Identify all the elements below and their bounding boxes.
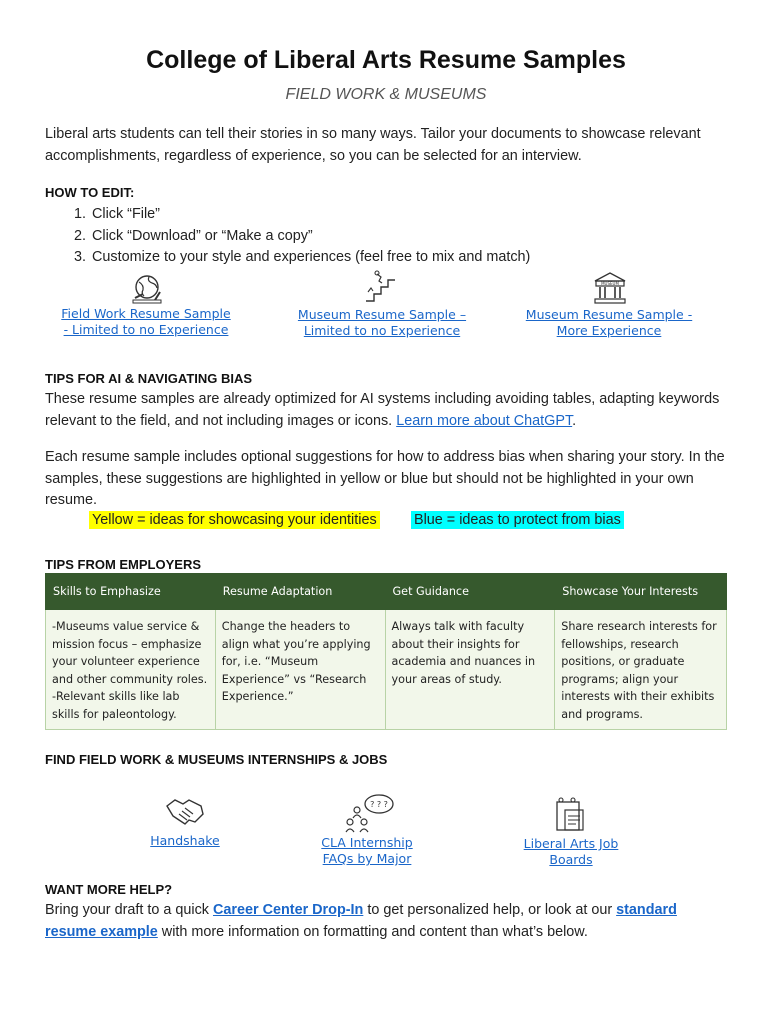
link-line: CLA Internship <box>321 835 413 850</box>
link-line: - Limited to no Experience <box>63 322 229 337</box>
yellow-legend <box>89 510 380 531</box>
table-cell <box>46 610 216 730</box>
standard-resume-link[interactable]: standard <box>616 902 677 918</box>
cla-internship-faqs-link[interactable] <box>307 835 427 867</box>
table-row <box>46 610 727 730</box>
ai-tips-text: These resume samples are already optimized for AI systems including avoiding tables, adapting keywords relevant to the field, and not including images or icons. <box>45 391 720 429</box>
more-help-paragraph <box>45 900 727 943</box>
link-line: Limited to no Experience <box>303 323 461 338</box>
bulletin-board-icon <box>553 796 589 834</box>
step-item: 1. Click “File” <box>90 204 530 226</box>
help-text: with more information on formatting and content than what’s below. <box>157 923 588 940</box>
table-header-row <box>46 574 727 610</box>
step-item: 2. Click “Download” or “Make a copy” <box>90 226 530 248</box>
standard-resume-link-cont[interactable]: resume example <box>45 923 158 940</box>
link-line: FAQs by Major <box>322 851 412 866</box>
employers-heading: TIPS FROM EMPLOYERS <box>45 557 202 572</box>
field-work-resume-link[interactable] <box>55 306 237 338</box>
museum-resume-more-link[interactable] <box>517 307 701 339</box>
column-header: Get Guidance <box>385 574 555 610</box>
employer-tips-table <box>45 573 727 730</box>
yellow-highlight: Yellow = ideas for showcasing your identities <box>89 511 380 529</box>
link-line: Field Work Resume Sample <box>61 306 231 321</box>
link-line: Liberal Arts Job <box>523 836 619 851</box>
drop-in-link[interactable]: Career Center Drop-In <box>212 902 364 918</box>
handshake-link[interactable] <box>135 833 235 849</box>
column-header: Resume Adaptation <box>215 574 385 610</box>
link-line: Boards <box>549 852 593 867</box>
how-to-edit-heading: HOW TO EDIT: <box>45 185 135 200</box>
ai-tips-heading: TIPS FOR AI & NAVIGATING BIAS <box>45 371 253 386</box>
svg-text:? ? ?: ? ? ? <box>370 800 388 809</box>
blue-highlight: Blue = ideas to protect from bias <box>411 511 624 529</box>
globe-tools-icon <box>131 272 163 306</box>
museum-resume-limited-link[interactable] <box>287 307 477 339</box>
help-text: to get personalized help, or look at our <box>363 902 617 918</box>
cell-text: Share research interests for fellowships, research positions, or graduate programs; align your interests with their exhibits and programs. <box>561 620 717 721</box>
ai-tips-paragraph <box>45 389 727 432</box>
intro-paragraph: Liberal arts students can tell their stories in so many ways. Tailor your documents to showcase relevant accomplishments, regardless of experience, so you can be selected for an interview. <box>45 126 701 164</box>
link-line: More Experience <box>556 323 662 338</box>
chatgpt-link[interactable]: Learn more about ChatGPT <box>396 412 573 429</box>
table-cell <box>385 610 555 730</box>
cell-text: Always talk with faculty about their insights for academia and nuances in your areas of study. <box>391 620 536 686</box>
page-title: College of Liberal Arts Resume Samples <box>146 46 626 74</box>
help-text: Bring your draft to a quick <box>45 902 213 918</box>
cell-text: Change the headers to align what you’re applying for, i.e. “Museum Experience” vs “Research Experience.” <box>221 620 371 703</box>
museum-building-icon <box>593 271 627 305</box>
steps-icon <box>363 270 397 304</box>
column-header: Showcase Your Interests <box>555 574 727 610</box>
blue-legend <box>411 510 624 531</box>
link-line: Museum Resume Sample - <box>525 307 693 322</box>
museum-icon-text: MUSEUM <box>601 281 619 287</box>
handshake-icon <box>165 794 205 830</box>
more-help-heading: WANT MORE HELP? <box>45 882 173 897</box>
page-subtitle: FIELD WORK & MUSEUMS <box>285 86 487 103</box>
ai-tips-period: . <box>572 412 577 429</box>
link-line: Museum Resume Sample – <box>297 307 467 322</box>
people-chat-icon <box>341 792 397 834</box>
job-boards-link[interactable] <box>511 836 631 868</box>
find-jobs-heading: FIND FIELD WORK & MUSEUMS INTERNSHIPS & JOBS <box>45 752 388 767</box>
cell-text: -Relevant skills like lab skills for paleontology. <box>52 690 180 721</box>
link-line: Handshake <box>150 833 220 848</box>
table-cell <box>215 610 385 730</box>
bias-paragraph: Each resume sample includes optional suggestions for how to address bias when sharing your story. In the samples, these suggestions are highlighted in yellow or blue but should not be highlighted in your own resume. <box>45 449 725 508</box>
column-header: Skills to Emphasize <box>46 574 216 610</box>
step-item: 3. Customize to your style and experiences (feel free to mix and match) <box>90 247 530 269</box>
how-to-edit-steps <box>45 204 530 269</box>
cell-text: -Museums value service & mission focus – emphasize your volunteer experience and other community roles. <box>52 620 208 686</box>
table-cell <box>555 610 727 730</box>
